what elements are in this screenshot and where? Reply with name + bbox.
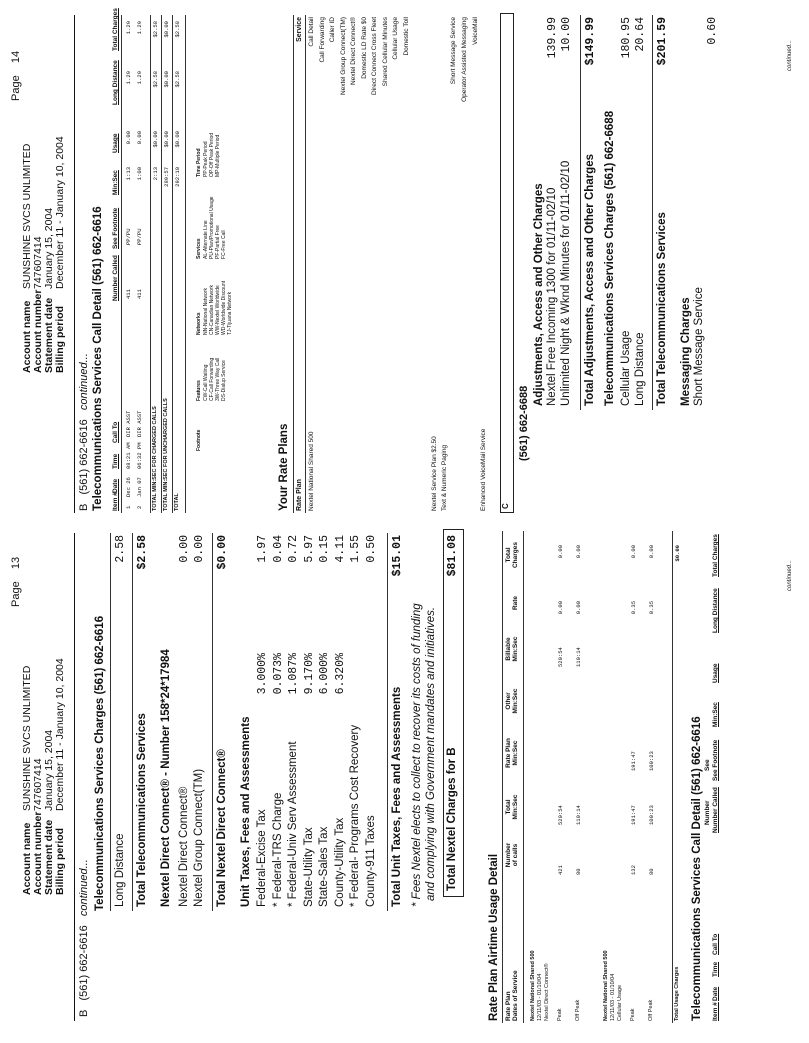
usage-row-total: 191:47 <box>630 805 637 825</box>
call-footnote: PP/PU <box>125 228 132 245</box>
service-item: Domestic LD Rate $0 <box>360 17 368 79</box>
rule <box>212 533 213 911</box>
rule <box>387 533 388 911</box>
call-detail-column-header: See Footnote <box>712 739 719 781</box>
totals-total: $0.00 <box>163 21 170 38</box>
rate-plan-name: Nextel National Shared 500 <box>308 431 315 511</box>
airtime-column-header-line2: Dates of Service <box>512 970 519 1021</box>
total-usage-label: Total Usage Charges <box>674 966 680 1021</box>
total-ndc-amount: $0.00 <box>216 535 229 570</box>
call-detail-column-header: Total Charges <box>112 8 119 51</box>
total-telecom-label: Total Telecommunications Services <box>136 713 148 907</box>
voicemail-service: VoiceMail <box>472 17 479 45</box>
call-ampm: AM <box>125 442 132 449</box>
call-detail-column-header: Item # <box>112 492 119 511</box>
legend-networks-item: TJ-Tijuana Network <box>227 291 233 335</box>
airtime-header-rule <box>523 531 524 1023</box>
usage-row-total: 100:23 <box>648 805 655 825</box>
call-date: Dec 26 <box>125 477 132 497</box>
call-minsec: 1:00 <box>136 167 143 181</box>
call-detail-column-header: Min:Sec <box>712 702 719 727</box>
ndc-row-label: Nextel Direct Connect® <box>178 786 190 907</box>
usage-row-charges: 0.00 <box>557 545 564 559</box>
airtime-column-header-line2: Min:Sec <box>512 794 519 820</box>
section-letter: B <box>78 1009 90 1017</box>
airtime-column-header-line2: Min:Sec <box>512 636 519 662</box>
legend-networks-item: NN-National Network <box>203 288 209 335</box>
call-footnote: PP/PU <box>136 228 143 245</box>
airtime-column-header-line2: Charges <box>512 542 519 569</box>
call-detail-column-header: Usage <box>712 663 719 683</box>
call-long-distance: 1.29 <box>136 71 143 85</box>
call-detail-column-header: Total Charges <box>712 534 719 577</box>
usage-row-charges: 0.00 <box>648 545 655 559</box>
total-telecom-amount: $2.58 <box>136 535 149 570</box>
rule <box>672 531 673 1023</box>
billing-period-label: Billing period <box>54 827 66 895</box>
totals-row-label: TOTAL MIN:SEC FOR UNCHARGED CALLS <box>163 398 169 511</box>
legend-time-item: OP-Off Peak Period <box>209 132 215 177</box>
long-distance-label: Long Distance <box>114 833 126 907</box>
service-item: Call Forwarding <box>318 17 326 63</box>
call-detail-title: Telecommunications Services Call Detail (561) 662-6616 <box>92 206 104 511</box>
telecom-c-row-amount: 20.64 <box>634 17 647 52</box>
legend-services-item: FC-Free Call <box>221 230 227 259</box>
totals-minsec: 289:57 <box>163 167 170 187</box>
legend-footnote-title: Footnote <box>196 429 202 451</box>
billing-period: December 11 - January 10, 2004 <box>54 136 66 289</box>
rule <box>161 15 162 513</box>
billing-period: December 11 - January 10, 2004 <box>54 658 66 811</box>
section-banner <box>78 353 90 511</box>
page-label <box>10 557 22 607</box>
page-label-text: Page <box>10 581 22 607</box>
totals-total: $2.58 <box>174 21 181 38</box>
statement-page-13 <box>0 522 809 1043</box>
tax-row-amount: 1.97 <box>256 535 269 563</box>
messaging-row-amount: 0.60 <box>706 17 719 45</box>
call-date: Jan 07 <box>136 477 143 497</box>
usage-row-calls: 80 <box>648 868 655 875</box>
airtime-column-header-line2: of calls <box>512 843 519 867</box>
rule <box>172 15 173 513</box>
banner-rule <box>74 15 75 513</box>
usage-row-label: Off Peak <box>648 999 654 1021</box>
airtime-column-header-line1: Rate Plan <box>505 738 512 768</box>
number-called: 411 <box>125 289 132 299</box>
call-to: DIR ASST <box>125 410 132 437</box>
totals-minsec: 2:13 <box>152 167 159 181</box>
tax-row-amount: 5.97 <box>302 535 316 563</box>
airtime-column-header <box>505 785 519 829</box>
usage-row-total: 110:14 <box>575 805 582 825</box>
see-label: See <box>704 759 711 771</box>
tax-row-rate: 9.170% <box>302 653 316 695</box>
service-column-label: Service <box>296 17 303 42</box>
usage-type: Nextel Direct Connect® <box>544 963 550 1021</box>
statement-date-label: Statement date <box>43 819 55 895</box>
service-item: Nextel Direct Connect® <box>350 17 357 86</box>
tax-row-label: State-Sales Tax <box>318 826 330 907</box>
usage-type: Cellular Usage <box>617 984 623 1021</box>
tax-row-amount: 1.55 <box>349 535 362 563</box>
legend-time-title: Time Period <box>196 148 202 177</box>
totals-usage: $0.00 <box>163 131 170 148</box>
service-item: Call Detail <box>308 17 315 47</box>
airtime-column-header <box>505 627 519 671</box>
tax-row-amount: 0.15 <box>318 535 331 563</box>
account-number: 747607414 <box>32 236 44 289</box>
page-number: 13 <box>10 556 22 570</box>
legend-networks-title: Networks <box>196 312 202 335</box>
number-called: 411 <box>136 289 143 299</box>
adjustment-row-label: Nextel Free Incoming 1300 for 01/11-02/10 <box>546 187 558 406</box>
legend-features-item: CF-Call Forwarding <box>209 357 215 401</box>
fees-note-line-1: * Fees Nextel elects to collect to recover its costs of funding <box>411 603 423 907</box>
fees-note-line-2: and complying with Government mandates and initiatives. <box>425 606 437 901</box>
usage-row-rate: 0.35 <box>630 601 637 615</box>
telecom-c-row-label: Cellular Usage <box>620 330 632 406</box>
usage-row-billable: 520:54 <box>557 647 564 667</box>
usage-row-charges: 0.00 <box>575 545 582 559</box>
airtime-column-header <box>505 581 519 625</box>
airtime-column-header-line1: Total <box>505 799 512 815</box>
usage-row-label: Peak <box>630 1008 636 1021</box>
call-minsec: 1:13 <box>125 167 132 181</box>
airtime-title: Rate Plan Airtime Usage Detail <box>488 853 500 1021</box>
airtime-header-rule <box>502 531 503 1023</box>
tax-row-label: County-Utility Tax <box>333 817 346 907</box>
page-number: 14 <box>10 50 22 64</box>
usage-row-rate: 0.35 <box>648 601 655 615</box>
adjustment-row-label: Unlimited Night & Wknd Minutes for 01/11-02/10 <box>560 160 572 406</box>
totals-total: $2.58 <box>152 21 159 38</box>
section-letter: B <box>78 503 90 511</box>
total-telecom-c-label: Total Telecommunications Services <box>656 212 668 406</box>
sms-service: Short Message Service <box>450 17 457 85</box>
airtime-column-header-line2: Min:Sec <box>512 740 519 766</box>
service-item: Cellular Usage <box>392 17 399 60</box>
service-plan: Nextel Service Plan $2.50 <box>431 436 438 511</box>
section-banner <box>78 859 90 1017</box>
call-detail-column-header: Usage <box>112 133 119 153</box>
service-item: Caller ID <box>329 17 336 43</box>
totals-usage: $0.00 <box>152 131 159 148</box>
tax-row-label: * Federal-Univ Serv Assessment <box>287 741 299 907</box>
total-adjustments-amount: $149.99 <box>584 17 597 66</box>
service-item: Shared Cellular Minutes <box>381 17 389 87</box>
legend-features-item: DS-Dialup Service <box>221 360 227 401</box>
call-detail-column-header: Long Distance <box>712 588 719 633</box>
rule <box>110 533 111 911</box>
totals-long-distance: $2.58 <box>174 71 181 88</box>
messaging-title: Messaging Charges <box>680 297 692 406</box>
tax-row-rate: 6.000% <box>318 653 331 695</box>
rule <box>185 15 186 513</box>
rate-plans-title: Your Rate Plans <box>278 423 290 511</box>
rule <box>121 15 122 513</box>
enhanced-voicemail: Enhanced VoiceMail Service <box>480 428 487 511</box>
telecom-c-row-amount: 180.95 <box>620 17 633 59</box>
usage-row-calls: 132 <box>630 865 637 875</box>
tax-row-label: State-Utility Tax <box>302 827 315 907</box>
account-name-label: Account name <box>21 822 33 895</box>
section-phone: (561) 662-6616 <box>78 419 90 495</box>
total-usage-amount: $0.00 <box>674 545 681 562</box>
account-number-label: Account number <box>32 289 44 373</box>
rate-plan-name: Nextel National Shared 500 <box>530 950 536 1021</box>
usage-row-label: Off Peak <box>575 999 581 1021</box>
account-name: SUNSHINE SVCS UNLIMITED <box>21 143 33 289</box>
rule <box>293 15 294 513</box>
airtime-column-header <box>505 679 519 723</box>
call-total: 1.29 <box>136 21 143 35</box>
airtime-column-header-line1: Billable <box>505 637 512 661</box>
totals-minsec: 292:10 <box>174 167 181 187</box>
call-total: 1.29 <box>125 21 132 35</box>
legend-networks-item: WW-Nextel Worldwide <box>215 285 221 335</box>
long-distance-amount: 2.58 <box>114 535 127 563</box>
legend-services-title: Services <box>196 238 202 259</box>
legend-networks-item: WD-Worldwide Discount <box>221 280 227 335</box>
legend-services-item: PU-Plan/Promotional Usage <box>209 196 215 259</box>
section-c-letter: C <box>501 503 510 509</box>
tax-row-rate: 3.000% <box>256 653 269 695</box>
rate-plan-name: Nextel National Shared 500 <box>603 950 609 1021</box>
text-paging: Text & Numeric Paging <box>441 444 448 511</box>
call-usage: 0.00 <box>136 131 143 145</box>
section-c-box <box>500 13 514 513</box>
usage-row-calls: 80 <box>575 868 582 875</box>
totals-long-distance: $2.58 <box>152 71 159 88</box>
rule <box>305 15 306 513</box>
adjustment-row-amount: 10.00 <box>560 17 573 52</box>
tax-row-rate: 6.320% <box>333 653 347 695</box>
telecom-c-row-label: Long Distance <box>634 332 646 406</box>
call-usage: 0.00 <box>125 131 132 145</box>
rate-plan-column-label: Rate Plan <box>296 479 303 511</box>
tax-row-amount: 0.72 <box>287 535 300 563</box>
tax-row-label: * Federal-TRS Charge <box>271 792 284 907</box>
total-nextel-b-amount: $81.08 <box>446 535 459 577</box>
call-long-distance: 1.29 <box>125 71 132 85</box>
airtime-column-header <box>505 731 519 775</box>
account-name: SUNSHINE SVCS UNLIMITED <box>21 665 33 811</box>
call-detail-column-header: Date <box>112 478 119 493</box>
call-detail-column-header: See Footnote <box>112 207 119 249</box>
service-item: Direct Connect Cross Fleet <box>371 17 378 96</box>
account-name-label: Account name <box>21 300 33 373</box>
airtime-column-header-line1: Total <box>505 547 512 563</box>
legend-time-item: MP-Multiple Period <box>215 134 221 177</box>
telecom-charges-header: Telecommunications Services Charges (561) 662-6616 <box>94 615 106 911</box>
section-c-phone: (561) 662-6688 <box>518 385 530 461</box>
call-item-number: 1 <box>125 505 132 509</box>
legend-features-title: Features <box>196 380 202 401</box>
airtime-column-header <box>505 970 519 1021</box>
legend-features-item: CW-Call Waiting <box>203 364 209 401</box>
unit-taxes-header: Unit Taxes, Fees and Assessments <box>240 716 252 907</box>
tax-row-rate: 0.073% <box>271 653 285 695</box>
total-telecom-c-amount: $201.59 <box>656 17 669 66</box>
service-item: Domestic Toll <box>402 17 410 56</box>
total-nextel-b-label: Total Nextel Charges for B <box>446 747 458 891</box>
airtime-column-header-line1: Other <box>505 692 512 710</box>
airtime-column-header <box>505 833 519 877</box>
call-detail-column-header: Date <box>712 986 719 1001</box>
continued-footer: continued... <box>787 559 793 591</box>
usage-row-rate: 0.00 <box>575 601 582 615</box>
usage-row-total: 520:54 <box>557 805 564 825</box>
usage-row-billable: 110:14 <box>575 647 582 667</box>
legend-services-item: PF-Partial Free <box>215 225 221 259</box>
call-detail-column-header: Long Distance <box>112 60 119 105</box>
legend-services-item: AL-Alternate Line <box>203 220 209 259</box>
totals-row-label: TOTAL MIN:SEC FOR CHARGED CALLS <box>152 406 158 511</box>
ndc-row-amount: 0.00 <box>178 535 191 563</box>
tax-row-amount: 4.11 <box>333 535 347 563</box>
call-detail-column-header: Number Called <box>712 787 719 833</box>
call-ampm: PM <box>136 442 143 449</box>
totals-long-distance: $0.00 <box>163 71 170 88</box>
call-detail-column-header: Number Called <box>112 255 119 301</box>
rule <box>580 15 581 410</box>
airtime-column-header-line1: Rate Plan <box>505 991 512 1021</box>
adjustments-title: Adjustments, Access and Other Charges <box>533 183 545 406</box>
usage-row-plan: 100:23 <box>648 751 655 771</box>
legend-time-item: PP-Peak Period <box>203 141 209 177</box>
total-unit-taxes-amount: $15.01 <box>391 535 404 577</box>
call-item-number: 2 <box>136 505 143 509</box>
statement-date-label: Statement date <box>43 297 55 373</box>
call-detail-column-header: Time <box>112 453 119 469</box>
dates-of-service: 12/11/03 - 01/10/04 <box>610 973 616 1021</box>
call-time: 06:32 <box>136 452 143 469</box>
airtime-column-header <box>505 533 519 577</box>
airtime-column-header-line2: Min:Sec <box>512 688 519 714</box>
section-phone: (561) 662-6616 <box>78 925 90 1001</box>
continued-label: continued... <box>78 859 90 917</box>
call-detail-title: Telecommunications Services Call Detail (561) 662-6616 <box>691 716 703 1021</box>
page-label <box>10 51 22 101</box>
call-detail-column-header: Min:Sec <box>112 170 119 195</box>
tax-row-amount: 0.04 <box>271 535 285 563</box>
ndc-header: Nextel Direct Connect® - Number 158*24*17984 <box>160 649 172 907</box>
ndc-row-amount: 0.00 <box>193 535 206 563</box>
call-time: 08:21 <box>125 452 132 469</box>
page-label-text: Page <box>10 75 22 101</box>
total-adjustments-label: Total Adjustments, Access and Other Charges <box>584 154 596 406</box>
legend-networks-item: CN-Canadian Network <box>209 284 215 335</box>
adjustment-row-amount: 139.99 <box>546 17 559 59</box>
ndc-row-label: Nextel Group Connect(TM) <box>193 768 205 907</box>
tax-row-label: Federal-Excise Tax <box>256 809 268 907</box>
statement-date: January 15, 2004 <box>43 729 55 811</box>
rule <box>652 15 653 410</box>
call-to: DIR ASST <box>136 410 143 437</box>
rule <box>132 533 133 911</box>
oam-service: Operator Assisted Messaging <box>461 17 468 102</box>
usage-row-rate: 0.00 <box>557 601 564 615</box>
legend-features-item: 3W-Three Way Call <box>215 357 221 401</box>
tax-row-rate: 1.087% <box>287 653 300 695</box>
continued-label: continued... <box>78 353 90 411</box>
total-unit-taxes-label: Total Unit Taxes, Fees and Assessments <box>391 686 403 907</box>
telecom-c-title: Telecommunications Services Charges (561) 662-6688 <box>604 110 616 406</box>
usage-row-label: Peak <box>557 1008 563 1021</box>
airtime-column-header-line2: Rate <box>512 595 519 611</box>
call-detail-column-header: Call To <box>712 933 719 955</box>
usage-row-calls: 421 <box>557 865 564 875</box>
billing-period-label: Billing period <box>54 305 66 373</box>
banner-rule <box>74 533 75 1021</box>
account-number-label: Account number <box>32 811 44 895</box>
number-label: Number <box>704 800 711 825</box>
call-detail-column-header: Time <box>712 961 719 977</box>
tax-row-label: * Federal- Programs Cost Recovery <box>349 724 361 907</box>
airtime-column-header-line1: Number <box>505 842 512 868</box>
totals-usage: $0.00 <box>174 131 181 148</box>
statement-page-14 <box>0 0 809 521</box>
tax-row-amount: 0.50 <box>364 535 378 563</box>
account-number: 747607414 <box>32 758 44 811</box>
continued-footer: continued... <box>787 39 793 71</box>
rule <box>150 15 151 513</box>
dates-of-service: 12/11/03 - 01/10/04 <box>537 973 543 1021</box>
service-item: Nextel Group Connect(TM) <box>339 17 347 96</box>
statement-date: January 15, 2004 <box>43 207 55 289</box>
total-ndc-label: Total Nextel Direct Connect® <box>216 749 228 907</box>
messaging-row-label: Short Message Service <box>693 287 705 406</box>
totals-row-label: TOTAL <box>174 493 180 511</box>
usage-row-plan: 191:47 <box>630 751 637 771</box>
call-detail-column-header: Item # <box>712 1002 719 1021</box>
usage-row-charges: 0.00 <box>630 545 637 559</box>
tax-row-label: County-911 Taxes <box>364 815 377 907</box>
call-detail-column-header: Call To <box>112 421 119 443</box>
